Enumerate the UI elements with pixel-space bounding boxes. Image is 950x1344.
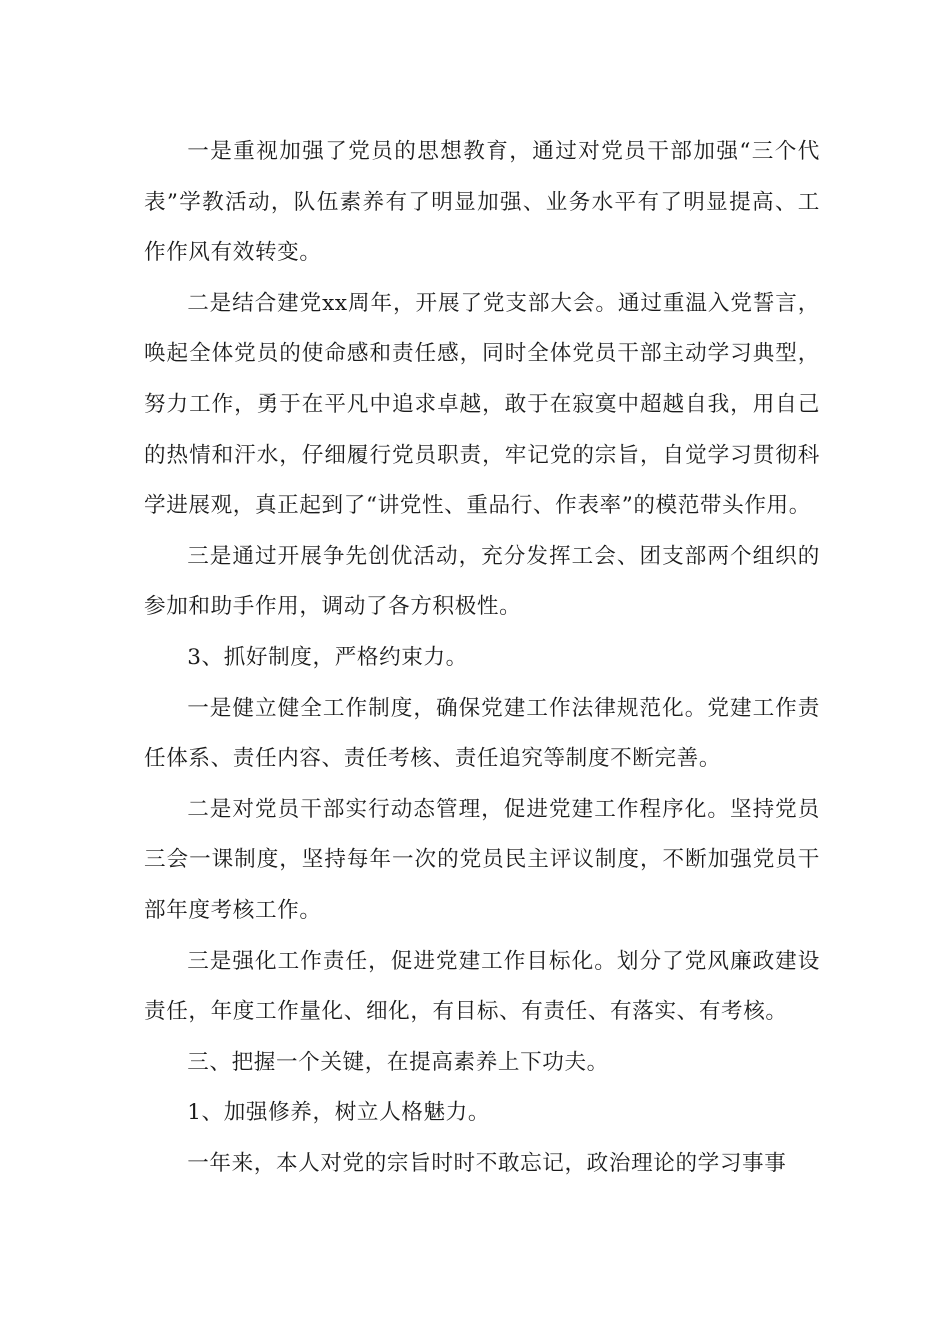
paragraph-9: 1、加强修养，树立人格魅力。 (187, 1100, 491, 1126)
paragraph-5: 一是健立健全工作制度，确保党建工作法律规范化。党建工作责任体系、责任内容、责任考核、责任追究等制度不断完善。 (144, 695, 820, 772)
paragraph-7: 三是强化工作责任，促进党建工作目标化。划分了党风廉政建设责任，年度工作量化、细化，有目标、有责任、有落实、有考核。 (144, 948, 820, 1025)
paragraph-6: 二是对党员干部实行动态管理，促进党建工作程序化。坚持党员三会一课制度，坚持每年一次的党员民主评议制度，不断加强党员干部年度考核工作。 (144, 796, 820, 923)
paragraph-2: 二是结合建党xx周年，开展了党支部大会。通过重温入党誓言，唤起全体党员的使命感和责任感，同时全体党员干部主动学习典型，努力工作，勇于在平凡中追求卓越，敢于在寂寞中超越自我，用自己的热情和汗水，仔细履行党员职责，牢记党的宗旨，自觉学习贯彻科学进展观，真正起到了“讲党性、重品行、作表率”的模范带头作用。 (144, 290, 820, 519)
paragraph-8: 三、把握一个关键，在提高素养上下功夫。 (187, 1049, 609, 1075)
document-body (144, 127, 820, 1189)
paragraph-4: 3、抓好制度，严格约束力。 (187, 644, 468, 670)
paragraph-3: 三是通过开展争先创优活动，充分发挥工会、团支部两个组织的参加和助手作用，调动了各方积极性。 (144, 543, 820, 620)
paragraph-10: 一年来，本人对党的宗旨时时不敢忘记，政治理论的学习事事 (187, 1150, 787, 1176)
paragraph-1: 一是重视加强了党员的思想教育，通过对党员干部加强“三个代表”学教活动，队伍素养有了明显加强、业务水平有了明显提高、工作作风有效转变。 (144, 139, 820, 266)
